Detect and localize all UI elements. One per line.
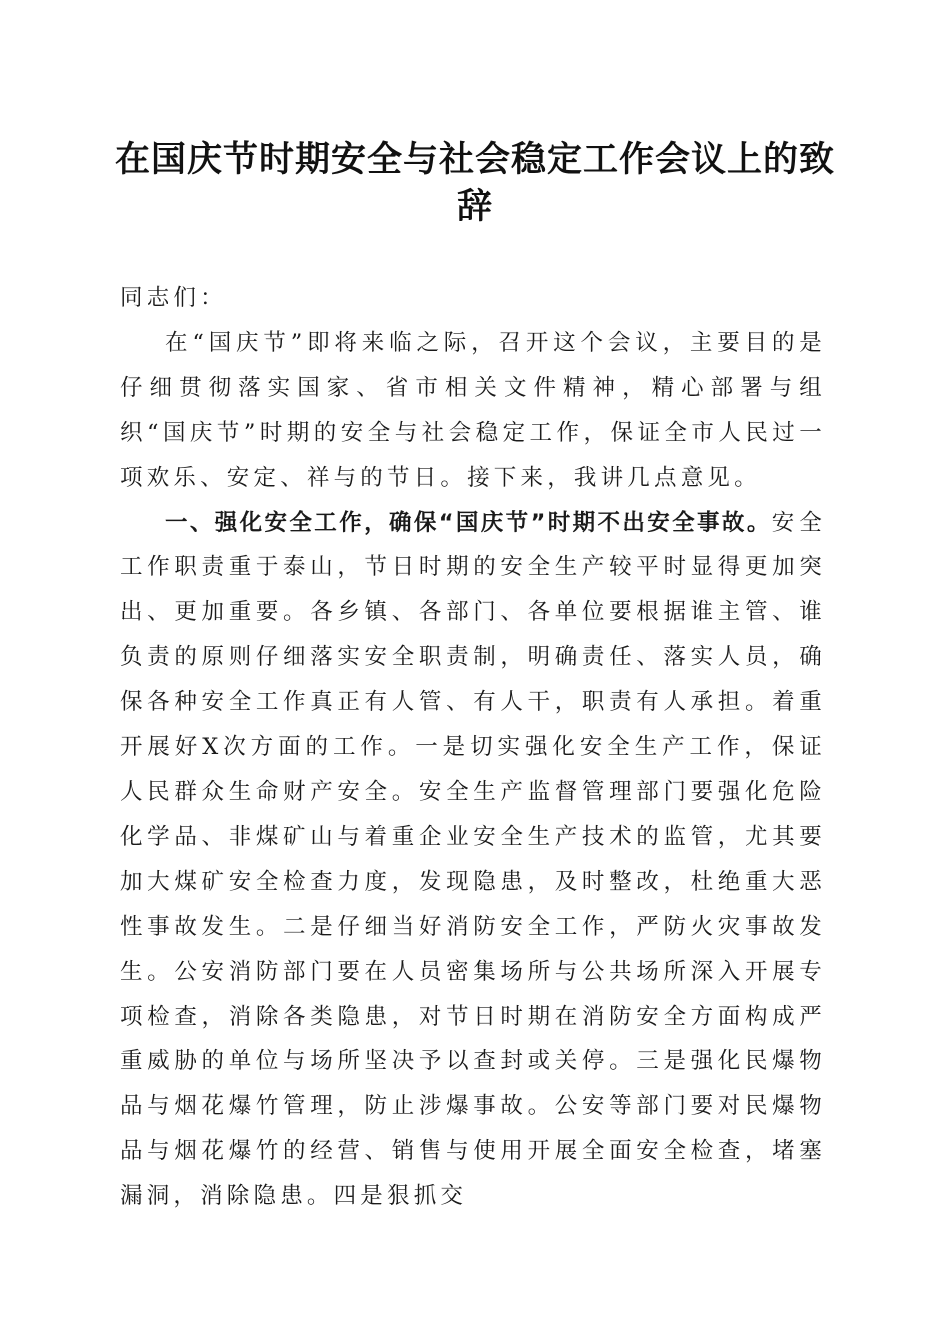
paragraph-section-one xyxy=(120,501,826,1220)
paragraph-intro xyxy=(120,321,826,501)
section-heading: 一、强化安全工作，确保“国庆节”时期不出安全事故。 xyxy=(165,509,772,536)
salutation: 同志们： xyxy=(120,285,227,311)
document-title: 在国庆节时期安全与社会稳定工作会议上的致辞 xyxy=(114,139,835,227)
paragraph-text: 在“国庆节”即将来临之际，召开这个会议，主要目的是仔细贯彻落实国家、省市相关文件精神，精心部署与组织“国庆节”时期的安全与社会稳定工作，保证全市人民过一项欢乐、安定、祥与的节日。接下来，我讲几点意见。 xyxy=(120,329,826,491)
document-body xyxy=(120,276,826,1219)
paragraph-text: 安全工作职责重于泰山，节日时期的安全生产较平时显得更加突出、更加重要。各乡镇、各部门、各单位要根据谁主管、谁负责的原则仔细落实安全职责制，明确责任、落实人员，确保各种安全工作真正有人管、有人干，职责有人承担。着重开展好X次方面的工作。一是切实强化安全生产工作，保证人民群众生命财产安全。安全生产监督管理部门要强化危险化学品、非煤矿山与着重企业安全生产技术的监管，尤其要加大煤矿安全检查力度，发现隐患，及时整改，杜绝重大恶性事故发生。二是仔细当好消防安全工作，严防火灾事故发生。公安消防部门要在人员密集场所与公共场所深入开展专项检查，消除各类隐患，对节日时期在消防安全方面构成严重威胁的单位与场所坚决予以查封或关停。三是强化民爆物品与烟花爆竹管理，防止涉爆事故。公安等部门要对民爆物品与烟花爆竹的经营、销售与使用开展全面安全检查，堵塞漏洞，消除隐患。四是狠抓交 xyxy=(120,509,827,1210)
